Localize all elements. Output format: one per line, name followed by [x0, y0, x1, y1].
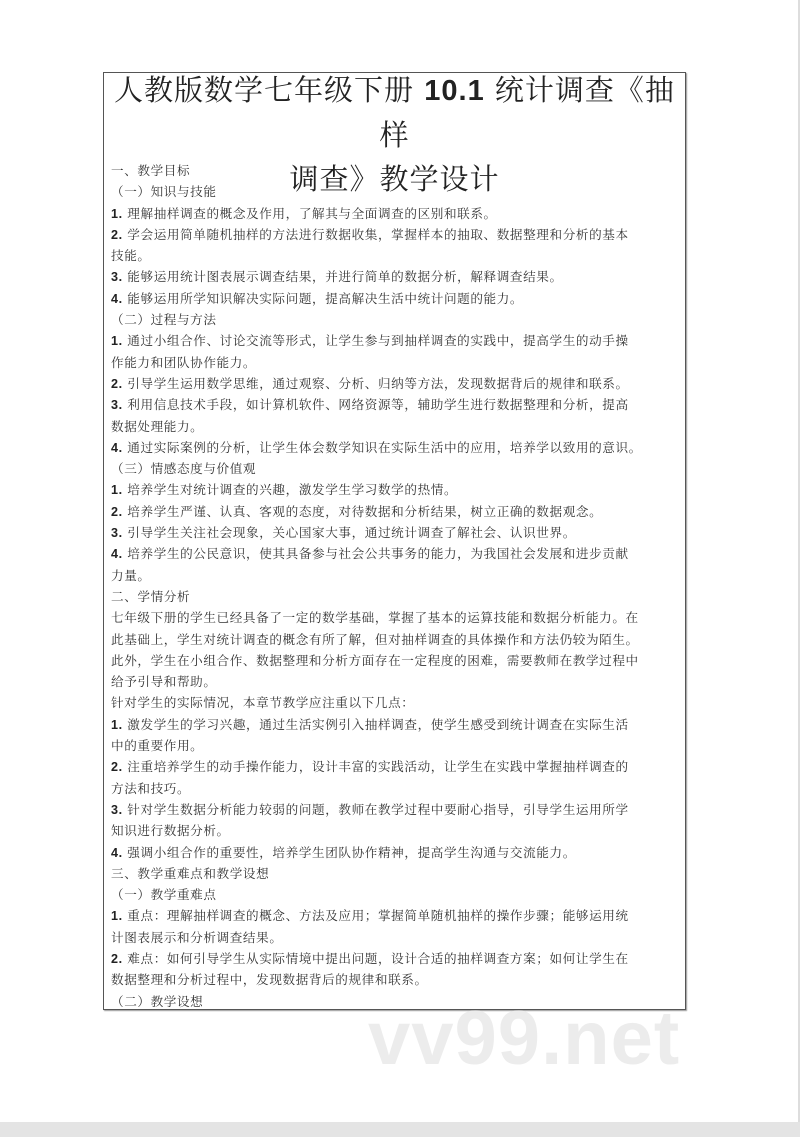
text-line	[111, 522, 686, 543]
item-number: 3.	[111, 398, 123, 413]
item-number: 1.	[111, 909, 123, 924]
text-line	[111, 778, 686, 799]
title-line-1	[103, 68, 686, 157]
text-line	[111, 863, 686, 884]
text-line	[111, 714, 686, 735]
line-text: 能够运用统计图表展示调查结果，并进行简单的数据分析，解释调查结果。	[122, 269, 563, 285]
title-text: 人教版数学七年级下册	[114, 73, 425, 107]
item-number: 1.	[111, 483, 123, 498]
text-line	[111, 288, 686, 309]
text-line	[111, 607, 686, 628]
line-text: 一、教学目标	[111, 163, 191, 178]
text-line	[111, 224, 686, 245]
title-line-2: 调查》教学设计	[289, 162, 500, 196]
line-text: 方法和技巧。	[111, 780, 191, 796]
line-text: 知识进行数据分析。	[111, 823, 230, 839]
line-text: 通过小组合作、讨论交流等形式，让学生参与到抽样调查的实践中，提高学生的动手操	[122, 333, 629, 349]
text-line	[111, 756, 686, 777]
item-number: 3.	[111, 526, 123, 541]
line-text: 中的重要作用。	[111, 738, 204, 754]
text-line	[111, 842, 686, 863]
text-line	[111, 543, 686, 564]
text-line	[111, 692, 686, 713]
line-text: 引导学生关注社会现象，关心国家大事，通过统计调查了解社会、认识世界。	[122, 525, 576, 541]
text-line	[111, 671, 686, 692]
text-line	[111, 565, 686, 586]
text-line	[111, 437, 686, 458]
line-text: 针对学生的实际情况，本章节教学应注重以下几点：	[111, 695, 415, 711]
item-number: 4.	[111, 291, 123, 306]
item-number: 4.	[111, 845, 123, 860]
line-text: 利用信息技术手段，如计算机软件、网络资源等，辅助学生进行数据整理和分析，提高	[122, 397, 629, 413]
document-body	[111, 160, 686, 1012]
line-text: 培养学生对统计调查的兴趣，激发学生学习数学的热情。	[122, 482, 458, 498]
line-text: 数据整理和分析过程中，发现数据背后的规律和联系。	[111, 972, 428, 988]
line-text: （一）知识与技能	[111, 184, 217, 200]
line-text: 通过实际案例的分析，让学生体会数学知识在实际生活中的应用，培养学以致用的意识。	[122, 439, 642, 455]
line-text: 培养学生的公民意识，使其具备参与社会公共事务的能力，为我国社会发展和进步贡献	[122, 546, 629, 562]
line-text: 针对学生数据分析能力较弱的问题，教师在教学过程中要耐心指导，引导学生运用所学	[122, 801, 629, 817]
line-text: 力量。	[111, 567, 151, 583]
line-text: 给予引导和帮助。	[111, 674, 217, 690]
text-line	[111, 927, 686, 948]
text-line	[111, 629, 686, 650]
line-text: 此外，学生在小组合作、数据整理和分析方面存在一定程度的困难，需要教师在教学过程中	[111, 652, 639, 668]
title-text: 统计调查《抽样	[379, 73, 675, 152]
text-line	[111, 373, 686, 394]
text-line	[111, 416, 686, 437]
line-text: 学会运用简单随机抽样的方法进行数据收集，掌握样本的抽取、数据整理和分析的基本	[122, 226, 629, 242]
item-number: 1.	[111, 206, 123, 221]
text-line	[111, 650, 686, 671]
line-text: 引导学生运用数学思维，通过观察、分析、归纳等方法，发现数据背后的规律和联系。	[122, 375, 629, 391]
text-line	[111, 969, 686, 990]
text-line	[111, 905, 686, 926]
text-line	[111, 586, 686, 607]
text-line	[111, 394, 686, 415]
text-line	[111, 735, 686, 756]
watermark: vv99.net	[368, 996, 681, 1081]
line-text: （三）情感态度与价值观	[111, 461, 257, 477]
text-line	[111, 266, 686, 287]
line-text: 培养学生严谨、认真、客观的态度，对待数据和分析结果，树立正确的数据观念。	[122, 503, 603, 519]
item-number: 2.	[111, 760, 123, 775]
title-number: 10.1	[424, 75, 485, 107]
line-text: （一）教学重难点	[111, 887, 217, 903]
line-text: 技能。	[111, 248, 151, 264]
line-text: 三、教学重难点和教学设想	[111, 865, 270, 881]
item-number: 4.	[111, 547, 123, 562]
text-line	[111, 479, 686, 500]
line-text: 激发学生的学习兴趣，通过生活实例引入抽样调查，使学生感受到统计调查在实际生活	[122, 716, 629, 732]
text-line	[111, 352, 686, 373]
line-text: 能够运用所学知识解决实际问题，提高解决生活中统计问题的能力。	[122, 290, 524, 306]
text-line	[111, 458, 686, 479]
line-text: 理解抽样调查的概念及作用，了解其与全面调查的区别和联系。	[122, 205, 497, 221]
line-text: 注重培养学生的动手操作能力，设计丰富的实践活动，让学生在实践中掌握抽样调查的	[122, 759, 629, 775]
item-number: 1.	[111, 717, 123, 732]
line-text: 作能力和团队协作能力。	[111, 354, 257, 370]
line-text: 二、学情分析	[111, 588, 191, 604]
line-text: 难点：如何引导学生从实际情境中提出问题，设计合适的抽样调查方案；如何让学生在	[122, 950, 629, 966]
item-number: 2.	[111, 504, 123, 519]
text-line	[111, 181, 686, 202]
line-text: 计图表展示和分析调查结果。	[111, 929, 283, 945]
text-line	[111, 309, 686, 330]
text-line	[111, 799, 686, 820]
text-line	[111, 884, 686, 905]
line-text: 此基础上，学生对统计调查的概念有所了解，但对抽样调查的具体操作和方法仍较为陌生。	[111, 631, 639, 647]
item-number: 3.	[111, 802, 123, 817]
item-number: 2.	[111, 376, 123, 391]
text-line	[111, 820, 686, 841]
line-text: （二）过程与方法	[111, 312, 217, 328]
line-text: 七年级下册的学生已经具备了一定的数学基础，掌握了基本的运算技能和数据分析能力。在	[111, 610, 639, 626]
item-number: 1.	[111, 334, 123, 349]
line-text: （二）教学设想	[111, 993, 204, 1009]
item-number: 3.	[111, 270, 123, 285]
line-text: 强调小组合作的重要性，培养学生团队协作精神，提高学生沟通与交流能力。	[122, 844, 576, 860]
line-text: 重点：理解抽样调查的概念、方法及应用；掌握简单随机抽样的操作步骤；能够运用统	[122, 908, 629, 924]
item-number: 4.	[111, 440, 123, 455]
page-bottom-bar	[0, 1122, 800, 1137]
text-line	[111, 160, 686, 181]
item-number: 2.	[111, 227, 123, 242]
text-line	[111, 203, 686, 224]
line-text: 数据处理能力。	[111, 418, 204, 434]
text-line	[111, 245, 686, 266]
text-line	[111, 501, 686, 522]
item-number: 2.	[111, 951, 123, 966]
text-line	[111, 330, 686, 351]
text-line	[111, 948, 686, 969]
